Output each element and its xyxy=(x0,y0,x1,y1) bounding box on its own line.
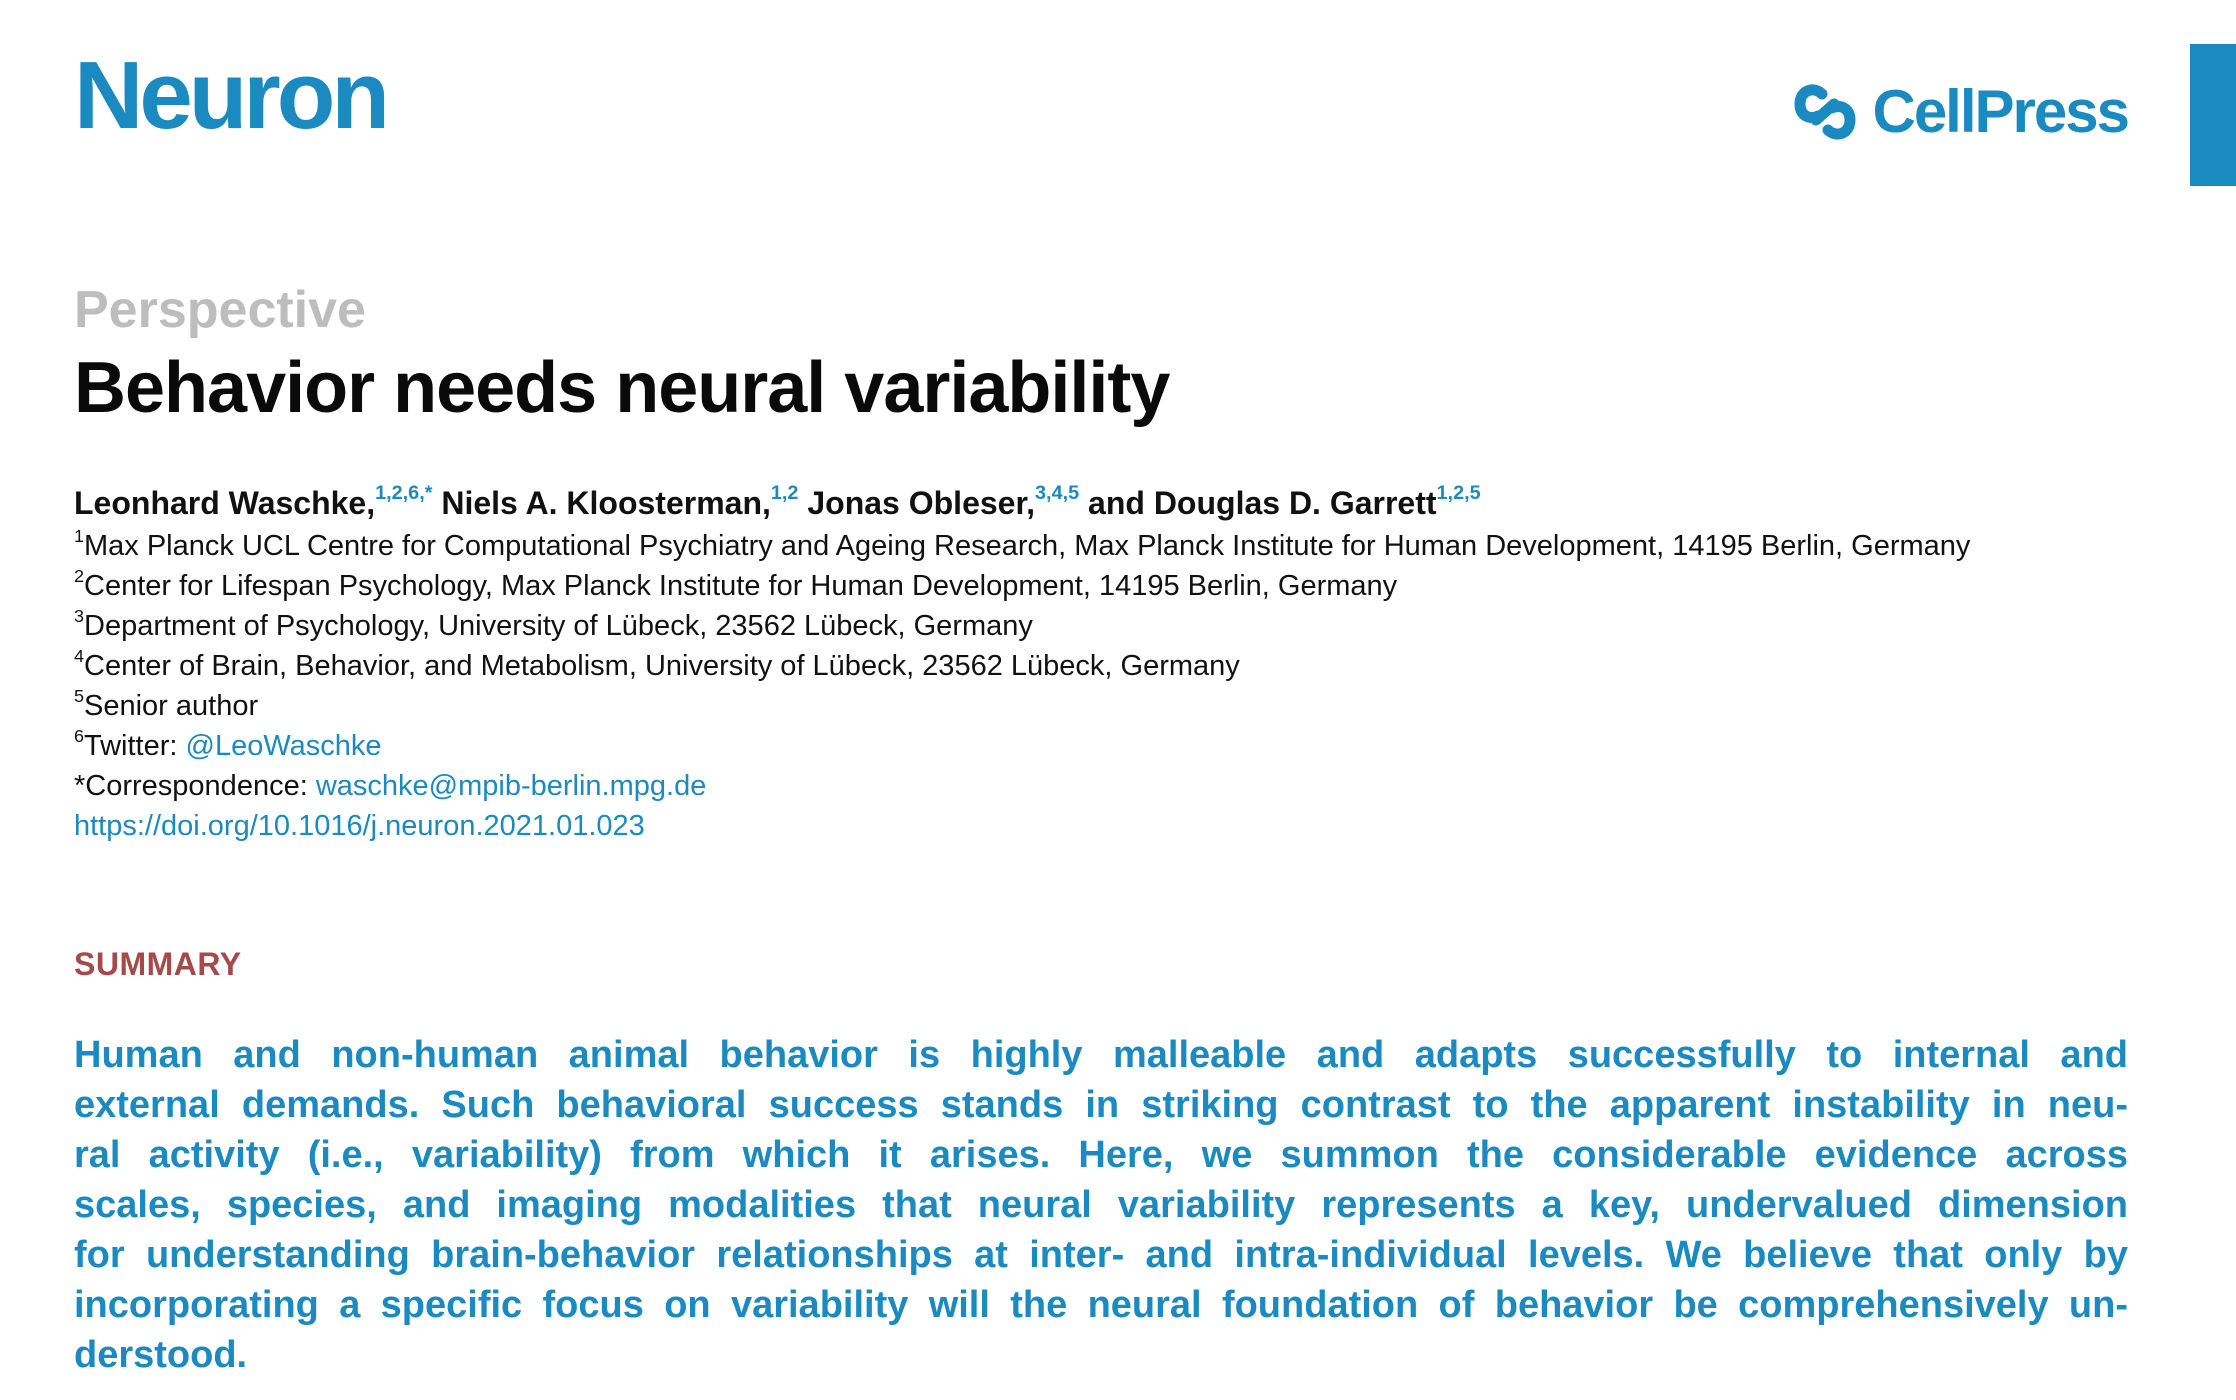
author-name: Leonhard Waschke, xyxy=(74,485,376,521)
affiliation-number: 1 xyxy=(74,525,84,546)
affiliation xyxy=(74,606,2144,646)
affiliation xyxy=(74,526,2144,566)
affiliation-text: Max Planck UCL Centre for Computational Psychiatry and Ageing Research, Max Planck Institute for Human Development, 14195 Berlin, Germany xyxy=(84,530,1971,562)
doi-link[interactable]: https://doi.org/10.1016/j.neuron.2021.01.023 xyxy=(74,810,645,842)
affiliation-text: Senior author xyxy=(84,690,259,722)
publisher-name: CellPress xyxy=(1872,78,2128,145)
author-name: Jonas Obleser, xyxy=(798,485,1036,521)
summary-line: ral activity (i.e., variability) from which it arises. Here, we summon the considerable evidence across xyxy=(74,1134,2128,1176)
affiliation xyxy=(74,566,2144,606)
summary-line: for understanding brain-behavior relationships at inter- and intra-individual levels. We believe that only by xyxy=(74,1234,2128,1276)
affiliation-number: 3 xyxy=(74,605,84,626)
author-list xyxy=(74,484,1481,522)
author-affiliation-marks: 1,2 xyxy=(770,482,799,505)
twitter-handle-link[interactable]: @LeoWaschke xyxy=(185,730,382,762)
journal-logo: Neuron xyxy=(74,42,386,149)
publisher-logo xyxy=(1792,80,2128,144)
affiliation xyxy=(74,646,2144,686)
author-affiliation-marks: 1,2,6,* xyxy=(375,482,433,505)
correspondence-label: *Correspondence: xyxy=(74,770,316,802)
author-name: and Douglas D. Garrett xyxy=(1079,485,1437,521)
article-type: Perspective xyxy=(74,281,366,339)
summary-line: external demands. Such behavioral success stands in striking contrast to the apparent instability in neu- xyxy=(74,1084,2128,1126)
article-title: Behavior needs neural variability xyxy=(74,348,1170,428)
summary-heading: SUMMARY xyxy=(74,946,242,982)
affiliation-number: 5 xyxy=(74,685,84,706)
affiliations xyxy=(74,526,2144,846)
summary-line: derstood. xyxy=(74,1334,248,1376)
author-name: Niels A. Kloosterman, xyxy=(432,485,771,521)
summary-line: scales, species, and imaging modalities that neural variability represents a key, undervalued dimension xyxy=(74,1184,2128,1226)
correspondence-line xyxy=(74,766,2144,806)
affiliation xyxy=(74,686,2144,726)
affiliation-number: 6 xyxy=(74,725,84,746)
summary-line: Human and non-human animal behavior is highly malleable and adapts successfully to internal and xyxy=(74,1034,2128,1076)
twitter-line xyxy=(74,726,2144,766)
doi-line xyxy=(74,806,2144,846)
author-affiliation-marks: 1,2,5 xyxy=(1436,482,1481,505)
affiliation-number: 2 xyxy=(74,565,84,586)
summary-line: incorporating a specific focus on variability will the neural foundation of behavior be comprehensively un- xyxy=(74,1284,2128,1326)
cellpress-icon xyxy=(1792,80,1858,144)
affiliation-number: 4 xyxy=(74,645,84,666)
affiliation-text: Center for Lifespan Psychology, Max Planck Institute for Human Development, 14195 Berlin, Germany xyxy=(84,570,1398,602)
affiliation-text: Department of Psychology, University of Lübeck, 23562 Lübeck, Germany xyxy=(84,610,1033,642)
summary-text xyxy=(74,1030,2128,1380)
twitter-label: Twitter: xyxy=(84,730,186,762)
author-affiliation-marks: 3,4,5 xyxy=(1035,482,1080,505)
affiliation-text: Center of Brain, Behavior, and Metabolism, University of Lübeck, 23562 Lübeck, Germany xyxy=(84,650,1240,682)
correspondence-email-link[interactable]: waschke@mpib-berlin.mpg.de xyxy=(315,770,707,802)
edge-tab xyxy=(2190,44,2236,186)
